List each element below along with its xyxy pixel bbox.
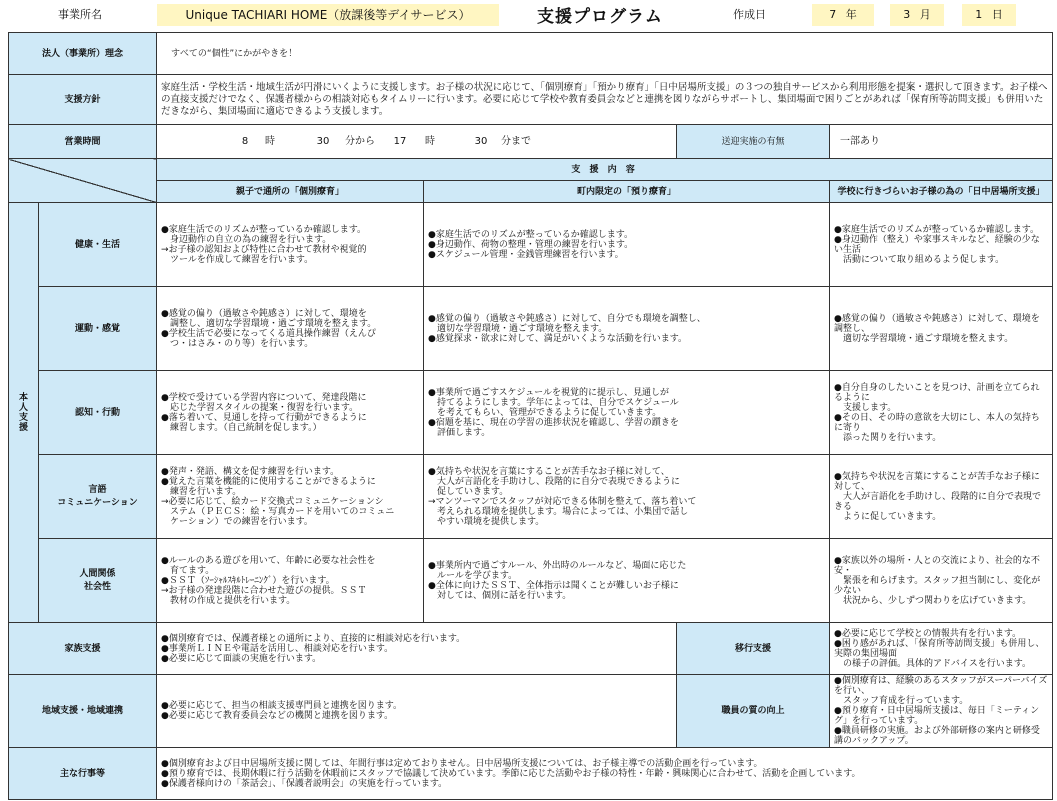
events-text: ●個別療育および日中居場所支援に関しては、年間行事は定めておりません。日中居場所支援については、お子様主導での活動企画を行っています。 ●預り療育では、長期休暇に行う活動を休暇前にスタッフで協議して決めています。季節に応じた活動やお子様の特性・年齢・興味関心に合わせて、活動を企画しています。 ●保護者様向けの「茶話会」、「保護者説明会」の実施を行っています。 bbox=[157, 748, 1053, 800]
philosophy-label: 法人（事業所）理念 bbox=[9, 33, 157, 75]
staff-quality-label: 職員の質の向上 bbox=[677, 675, 830, 748]
created-year-unit: 年 bbox=[845, 8, 857, 21]
cell-cognition-individual: ●学校で受けている学習内容について、発達段階に 応じた学習スタイルの提案・復習を行います。 ●落ち着いて、見通しを持って行動ができるように 練習します。（自己統制を促します。） bbox=[157, 371, 424, 455]
corner-diagonal-cell bbox=[9, 159, 157, 203]
cell-motor-daytime: ●感覚の偏り（過敏さや鈍感さ）に対して、環境を調整し、 適切な学習環境・過ごす環境を整えます。 bbox=[830, 287, 1053, 371]
family-support-label: 家族支援 bbox=[9, 623, 157, 675]
cell-language-daytime: ●気持ちや状況を言葉にすることが苦手なお子様に対して、 大人が言語化を手助けし、段階的に自分で表現できる ように促していきます。 bbox=[830, 455, 1053, 539]
column-header-daycare: 町内限定の「預り療育」 bbox=[424, 181, 830, 203]
created-month bbox=[890, 4, 944, 26]
row-label-motor: 運動・感覚 bbox=[39, 287, 157, 371]
office-label: 事業所名 bbox=[58, 8, 102, 21]
row-label-social: 人間関係 社会性 bbox=[39, 539, 157, 623]
cell-social-daytime: ●家族以外の場所・人との交流により、社会的な不安・ 緊張を和らげます。スタッフ担当制にし、変化が少ない 状況から、少しずつ関わりを広げていきます。 bbox=[830, 539, 1053, 623]
cell-language-individual: ●発声・発語、構文を促す練習を行います。 ●覚えた言葉を機能的に使用することができるように 練習を行います。 →必要に応じて、絵カード交換式コミュニケーションシ ステム（ＰＥＣＳ：絵・写真カードを用いてのコミュニ ケーション）での練習を行います。 bbox=[157, 455, 424, 539]
transition-support-text: ●必要に応じて学校との情報共有を行います。 ●困り感があれば、「保育所等訪問支援」も併用し、実際の集団場面 の様子の評価。具体的アドバイスを行います。 bbox=[830, 623, 1053, 675]
family-support-text: ●個別療育では、保護者様との通所により、直接的に相談対応を行います。 ●事業所ＬＩＮＥや電話を活用し、相談対応を行います。 ●必要に応じて面談の実施を行います。 bbox=[157, 623, 677, 675]
created-day-unit: 日 bbox=[991, 8, 1003, 21]
staff-quality-text: ●個別療育は、経験のあるスタッフがスーパーバイズを行い、 スタッフ育成を行っています。 ●預り療育・日中居場所支援は、毎日「ミーティング」を行っています。 ●職員研修の実施。および外部研修の案内と研修受講のバックアップ。 bbox=[830, 675, 1053, 748]
community-support-text: ●必要に応じて、担当の相談支援専門員と連携を図ります。 ●必要に応じて教育委員会などの機関と連携を図ります。 bbox=[157, 675, 677, 748]
cell-language-daycare: ●気持ちや状況を言葉にすることが苦手なお子様に対して、 大人が言語化を手助けし、段階的に自分で表現できるように 促していきます。 →マンツーマンでスタッフが対応できる体制を整えて、落ち着いて 考えられる環境を提供します。場合によっては、小集団で話し やすい環境を提供します。 bbox=[424, 455, 830, 539]
philosophy-text: すべての“個性”にかがやきを！ bbox=[157, 33, 1053, 75]
person-support-text: 本人支援 bbox=[18, 392, 28, 433]
events-label: 主な行事等 bbox=[9, 748, 157, 800]
created-year-value: 7 bbox=[829, 8, 837, 21]
created-date-label: 作成日 bbox=[733, 8, 766, 21]
created-year bbox=[812, 4, 874, 26]
policy-label: 支援方針 bbox=[9, 75, 157, 125]
support-program-table bbox=[8, 32, 1053, 800]
cell-social-individual: ●ルールのある遊びを用いて、年齢に必要な社会性を 育てます。 ●ＳＳＴ（ｿｰｼｬﾙｽｷﾙﾄﾚｰﾆﾝｸﾞ）を行います。 →お子様の発達段階に合わせた遊びの提供。ＳＳＴ 教材の作成と提供を行います。 bbox=[157, 539, 424, 623]
transport-value: 一部あり bbox=[830, 125, 1053, 159]
person-support-label bbox=[9, 203, 39, 623]
community-support-label: 地域支援・地域連携 bbox=[9, 675, 157, 748]
created-day-value: 1 bbox=[975, 8, 983, 21]
cell-social-daycare: ●事業所内で過ごすルール、外出時のルールなど、場面に応じた ルールを学びます。 ●全体に向けたＳＳＴ、全体指示は聞くことが難しいお子様に 対しては、個別に話を行います。 bbox=[424, 539, 830, 623]
cell-motor-daycare: ●感覚の偏り（過敏さや鈍感さ）に対して、自分でも環境を調整し、 適切な学習環境・過ごす環境を整えます。 ●感覚探求・欲求に対して、満足がいくような活動を行います。 bbox=[424, 287, 830, 371]
row-label-health: 健康・生活 bbox=[39, 203, 157, 287]
cell-cognition-daycare: ●事業所で過ごすスケジュールを視覚的に提示し、見通しが 持てるようにします。学年によっては、自分でスケジュール を考えてもらい、管理ができるように促していきます。 ●宿題を基に、現在の学習の進捗状況を確認し、学習の躓きを 評価します。 bbox=[424, 371, 830, 455]
created-day bbox=[962, 4, 1016, 26]
cell-health-daytime: ●家庭生活でのリズムが整っているか確認します。 ●身辺動作（整え）や家事スキルなど、経験の少ない生活 活動について取り組めるよう促します。 bbox=[830, 203, 1053, 287]
page-title: 支援プログラム bbox=[537, 7, 663, 27]
policy-text: 家庭生活・学校生活・地域生活が円滑にいくように支援します。お子様の状況に応じて、「個別療育」「預かり療育」「日中居場所支援」の３つの独自サービスから利用形態を提案・選択して頂きます。お子様への直接支援だけでなく、保護者様からの相談対応もタイムリーに行います。必要に応じて学校や教育委員会などと連携を図りながらサポートし、集団場面で困りごとがあれば「保育所等訪問支援」も併用いただきながら、集団場面に適応できるよう支援します。 bbox=[157, 75, 1053, 125]
created-month-unit: 月 bbox=[919, 8, 931, 21]
office-name: Unique TACHIARI HOME（放課後等デイサービス） bbox=[157, 4, 499, 26]
hours-cell: 8 時 30 分から 17 時 30 分まで bbox=[157, 125, 677, 159]
cell-health-daycare: ●家庭生活でのリズムが整っているか確認します。 ●身辺動作、荷物の整理・管理の練習を行います。 ●スケジュール管理・金銭管理練習を行います。 bbox=[424, 203, 830, 287]
row-label-language: 言語 コミュニケーション bbox=[39, 455, 157, 539]
transition-support-label: 移行支援 bbox=[677, 623, 830, 675]
column-header-daytime: 学校に行きづらいお子様の為の「日中居場所支援」 bbox=[830, 181, 1053, 203]
transport-label: 送迎実施の有無 bbox=[677, 125, 830, 159]
row-label-cognition: 認知・行動 bbox=[39, 371, 157, 455]
hours-label: 営業時間 bbox=[9, 125, 157, 159]
support-content-header: 支 援 内 容 bbox=[157, 159, 1053, 181]
cell-cognition-daytime: ●自分自身のしたいことを見つけ、計画を立てられるように 支援します。 ●その日、その時の意欲を大切にし、本人の気持ちに寄り 添った関りを行います。 bbox=[830, 371, 1053, 455]
cell-motor-individual: ●感覚の偏り（過敏さや鈍感さ）に対して、環境を 調整し、適切な学習環境・過ごす環境を整えます。 ●学校生活で必要になってくる道具操作練習（えんぴ つ・はさみ・のり等）を行います。 bbox=[157, 287, 424, 371]
column-header-individual: 親子で通所の「個別療育」 bbox=[157, 181, 424, 203]
cell-health-individual: ●家庭生活でのリズムが整っているか確認します。 身辺動作の自立の為の練習を行います。 →お子様の認知および特性に合わせて教材や視覚的 ツールを作成して練習を行います。 bbox=[157, 203, 424, 287]
created-month-value: 3 bbox=[903, 8, 911, 21]
